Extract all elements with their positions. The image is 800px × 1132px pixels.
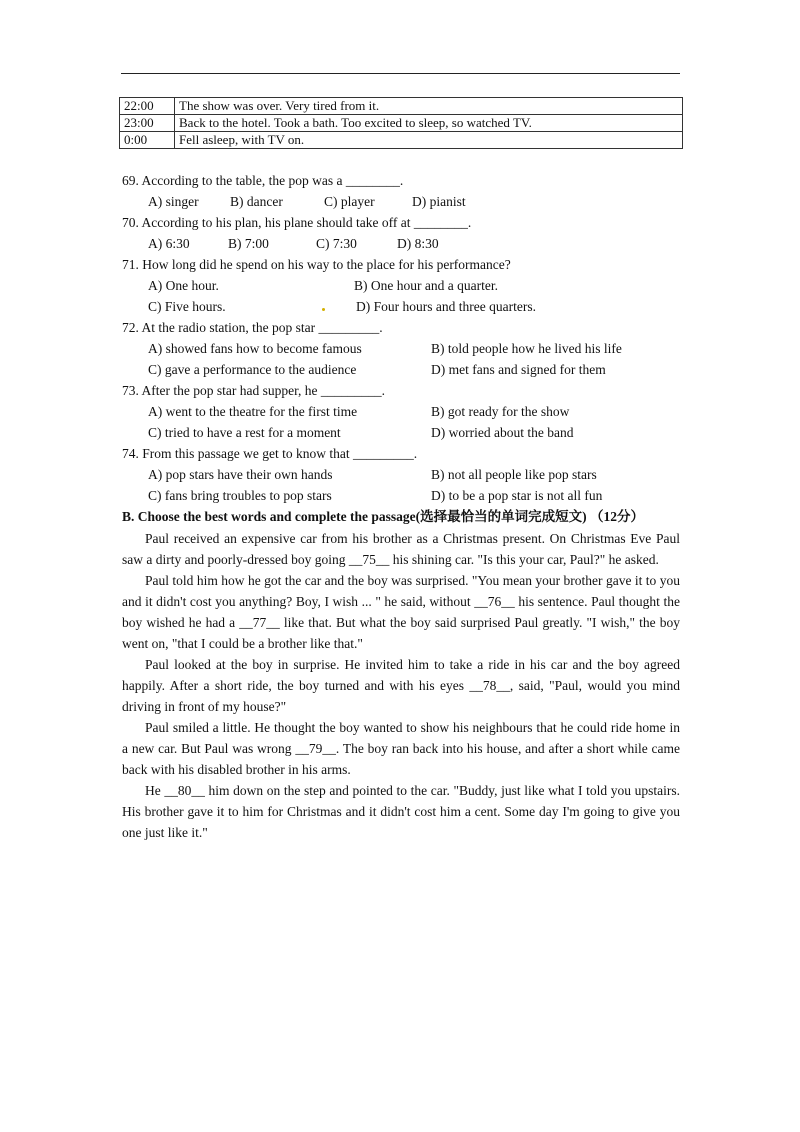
option-74-c: C) fans bring troubles to pop stars — [148, 488, 332, 503]
passage-paragraph: Paul looked at the boy in surprise. He invited him to take a ride in his car and the boy agreed happily. After a short ride, the boy turned and with his eyes __78__, said, "Paul, would you mind driving in front of my house?" — [122, 657, 680, 714]
option-70-c: C) 7:30 — [316, 236, 357, 251]
option-72-c: C) gave a performance to the audience — [148, 362, 357, 377]
passage-paragraph: Paul told him how he got the car and the boy was surprised. "You mean your brother gave it to you and it didn't cost you anything? Boy, I wish ... " he said, without __76__ his sentence. Paul thought the boy wished he had a __77__ like that. But what the boy said surprised Paul greatly. "I wish," the boy went on, "that I could be a brother like that." — [122, 573, 680, 651]
header-rule — [121, 73, 680, 74]
stray-dot-mark — [322, 308, 325, 311]
option-73-a: A) went to the theatre for the first time — [148, 404, 358, 419]
schedule-time: 23:00 — [120, 115, 175, 132]
question-70: 70. According to his plan, his plane should take off at ________. — [122, 215, 472, 230]
question-72: 72. At the radio station, the pop star _________. — [122, 320, 383, 335]
option-69-d: D) pianist — [412, 194, 466, 209]
option-71-d: D) Four hours and three quarters. — [356, 299, 536, 314]
table-row — [120, 98, 683, 115]
option-70-b: B) 7:00 — [228, 236, 269, 251]
schedule-event: Back to the hotel. Took a bath. Too excited to sleep, so watched TV. — [175, 115, 683, 132]
option-69-a: A) singer — [148, 194, 199, 209]
schedule-event: Fell asleep, with TV on. — [175, 132, 683, 149]
question-73: 73. After the pop star had supper, he _________. — [122, 383, 386, 398]
schedule-time: 0:00 — [120, 132, 175, 149]
passage-paragraph: He __80__ him down on the step and pointed to the car. "Buddy, just like what I told you upstairs. His brother gave it to him for Christmas and it didn't cost him a cent. Some day I'm going to give you one just like it." — [122, 783, 680, 840]
option-70-d: D) 8:30 — [397, 236, 439, 251]
option-69-b: B) dancer — [230, 194, 283, 209]
passage-paragraph: Paul received an expensive car from his brother as a Christmas present. On Christmas Eve Paul saw a dirty and poorly-dressed boy going __75__ his shining car. "Is this your car, Paul?" he asked. — [122, 531, 680, 567]
option-72-b: B) told people how he lived his life — [431, 341, 622, 356]
option-72-a: A) showed fans how to become famous — [148, 341, 362, 356]
option-74-b: B) not all people like pop stars — [431, 467, 597, 482]
question-69: 69. According to the table, the pop was a ________. — [122, 173, 404, 188]
cloze-passage — [122, 528, 680, 843]
question-74: 74. From this passage we get to know that _________. — [122, 446, 418, 461]
table-row — [120, 132, 683, 149]
option-71-c: C) Five hours. — [148, 299, 226, 314]
option-73-b: B) got ready for the show — [431, 404, 570, 419]
table-row — [120, 115, 683, 132]
option-71-a: A) One hour. — [148, 278, 219, 293]
option-73-d: D) worried about the band — [431, 425, 574, 440]
option-72-d: D) met fans and signed for them — [431, 362, 606, 377]
section-b-title: B. Choose the best words and complete the passage(选择最恰当的单词完成短文) （12分） — [122, 509, 644, 524]
question-71: 71. How long did he spend on his way to the place for his performance? — [122, 257, 511, 272]
option-69-c: C) player — [324, 194, 375, 209]
option-71-b: B) One hour and a quarter. — [354, 278, 498, 293]
option-73-c: C) tried to have a rest for a moment — [148, 425, 341, 440]
schedule-time: 22:00 — [120, 98, 175, 115]
option-70-a: A) 6:30 — [148, 236, 190, 251]
schedule-table — [119, 97, 683, 149]
option-74-d: D) to be a pop star is not all fun — [431, 488, 603, 503]
option-74-a: A) pop stars have their own hands — [148, 467, 333, 482]
schedule-event: The show was over. Very tired from it. — [175, 98, 683, 115]
passage-paragraph: Paul smiled a little. He thought the boy wanted to show his neighbours that he could ride home in a new car. But Paul was wrong __79__. The boy ran back into his house, and after a short while came back with his disabled brother in his arms. — [122, 720, 680, 777]
